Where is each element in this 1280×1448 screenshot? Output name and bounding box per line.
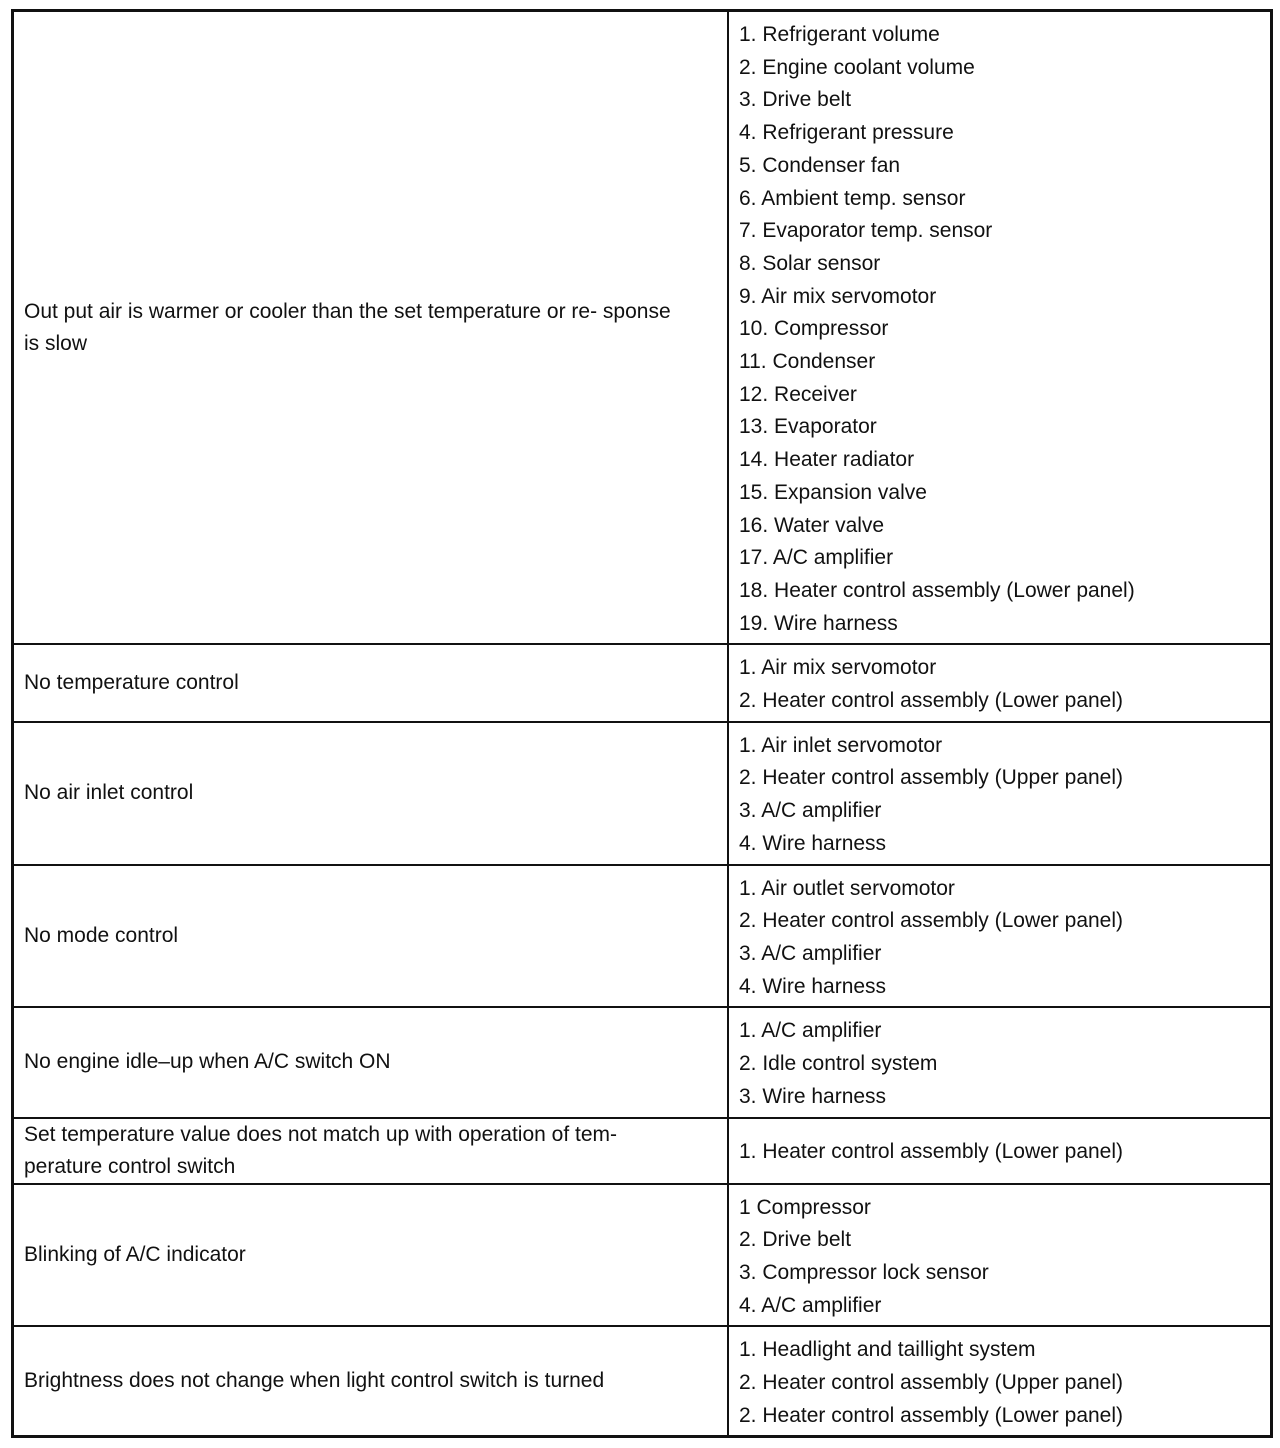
symptom-cell: No air inlet control [13, 722, 729, 865]
suspect-parts-cell [728, 644, 1272, 721]
part-item: 3. A/C amplifier [739, 799, 882, 823]
part-item: 4. Refrigerant pressure [739, 121, 954, 145]
table-row [13, 1118, 1272, 1184]
part-item: 4. A/C amplifier [739, 1293, 882, 1317]
part-item: 2. Heater control assembly (Lower panel) [739, 1403, 1124, 1427]
suspect-parts-cell [728, 722, 1272, 865]
part-item: 10. Compressor [739, 317, 889, 341]
table-row [13, 1326, 1272, 1437]
part-item: 9. Air mix servomotor [739, 284, 937, 308]
part-item: 16. Water valve [739, 513, 885, 537]
part-item: 4. Wire harness [739, 974, 887, 998]
part-item: 4. Wire harness [739, 831, 887, 855]
table-row [13, 1007, 1272, 1117]
part-item: 2. Engine coolant volume [739, 55, 975, 79]
symptom-cell: Out put air is warmer or cooler than the set temperature or re- sponse is slow [13, 11, 729, 645]
table-row [13, 644, 1272, 721]
part-item: 3. Wire harness [739, 1084, 887, 1108]
part-item: 6. Ambient temp. sensor [739, 186, 966, 210]
part-item: 3. Compressor lock sensor [739, 1260, 989, 1284]
part-item: 3. A/C amplifier [739, 941, 882, 965]
symptom-cell: No temperature control [13, 644, 729, 721]
suspect-parts-cell [728, 1118, 1272, 1184]
suspect-parts-cell [728, 1326, 1272, 1437]
part-item: 1. Air inlet servomotor [739, 733, 943, 757]
part-item: 1. Refrigerant volume [739, 23, 940, 46]
table-row [13, 865, 1272, 1008]
part-item: 11. Condenser [739, 350, 876, 374]
part-item: 13. Evaporator [739, 415, 877, 439]
part-item: 2. Drive belt [739, 1228, 852, 1252]
part-item: 2. Idle control system [739, 1052, 938, 1076]
part-item: 1. Air mix servomotor [739, 656, 937, 680]
part-item: 1. Air outlet servomotor [739, 876, 955, 900]
part-item: 1. A/C amplifier [739, 1019, 882, 1043]
part-item: 19. Wire harness [739, 611, 898, 635]
part-item: 1. Heater control assembly (Lower panel) [739, 1140, 1124, 1164]
part-item: 14. Heater radiator [739, 448, 915, 472]
suspect-parts-cell [728, 1007, 1272, 1117]
part-item: 12. Receiver [739, 382, 857, 406]
table-row [13, 11, 1272, 645]
part-item: 2. Heater control assembly (Upper panel) [739, 766, 1124, 790]
part-item: 2. Heater control assembly (Lower panel) [739, 909, 1124, 933]
part-item: 15. Expansion valve [739, 480, 927, 504]
troubleshooting-table [11, 9, 1273, 1438]
part-item: 2. Heater control assembly (Lower panel) [739, 689, 1124, 713]
suspect-parts-cell [728, 1184, 1272, 1327]
symptom-cell: No mode control [13, 865, 729, 1008]
part-item: 3. Drive belt [739, 88, 852, 112]
part-item: 7. Evaporator temp. sensor [739, 219, 993, 243]
table-row [13, 1184, 1272, 1327]
symptom-cell: Brightness does not change when light control switch is turned [13, 1326, 729, 1437]
part-item: 1 Compressor [739, 1195, 871, 1219]
suspect-parts-cell [728, 865, 1272, 1008]
part-item: 8. Solar sensor [739, 251, 881, 275]
symptom-cell: Set temperature value does not match up with operation of tem- perature control switch [13, 1118, 729, 1184]
suspect-parts-cell [728, 11, 1272, 645]
table-row [13, 722, 1272, 865]
part-item: 17. A/C amplifier [739, 546, 894, 570]
symptom-cell: Blinking of A/C indicator [13, 1184, 729, 1327]
part-item: 1. Headlight and taillight system [739, 1338, 1036, 1362]
symptom-cell: No engine idle–up when A/C switch ON [13, 1007, 729, 1117]
part-item: 5. Condenser fan [739, 153, 901, 177]
part-item: 2. Heater control assembly (Upper panel) [739, 1371, 1124, 1395]
part-item: 18. Heater control assembly (Lower panel) [739, 578, 1135, 602]
